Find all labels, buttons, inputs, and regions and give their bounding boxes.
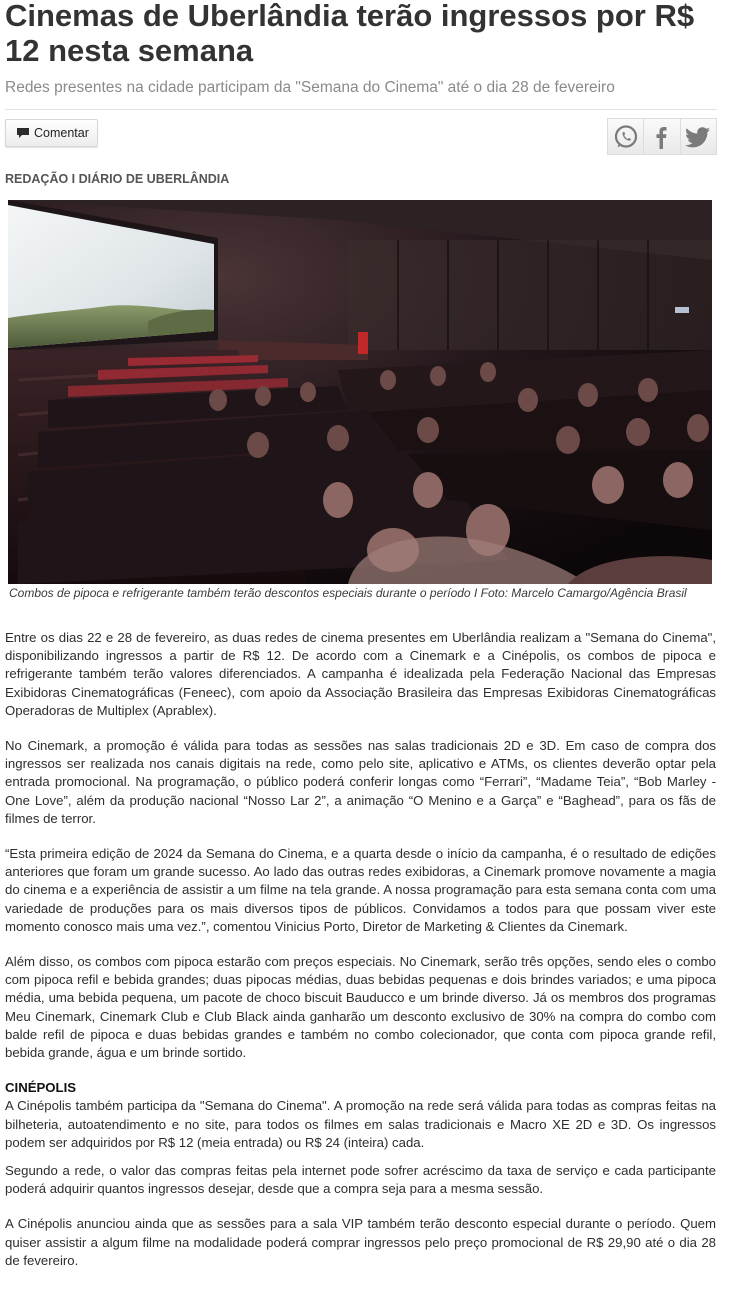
headline: Cinemas de Uberlândia terão ingressos por R$ 12 nesta semana <box>5 0 695 68</box>
paragraph: A Cinépolis também participa da "Semana do Cinema". A promoção na rede será válida para todas as compras feitas na bilheteria, autoatendimento e no site, para todos os filmes em salas tradicionais e Macro XE 2D e 3D. Os ingressos podem ser adquiridos por R$ 12 (meia entrada) ou R$ 24 (inteira) cada. <box>5 1098 716 1150</box>
paragraph: No Cinemark, a promoção é válida para todas as sessões nas salas tradicionais 2D e 3D. Em caso de compra dos ingressos ser realizada nos canais digitais na rede, como pelo site, aplicativo e ATMs, os clientes deverão optar pela entrada promocional. Na programação, o público poderá conferir longas como “Ferrari”, “Madame Teia”, “Bob Marley - One Love”, além da produção nacional “Nosso Lar 2”, a animação “O Menino e a Garça” e “Baghead”, para os fãs de filmes de terror. <box>5 738 716 826</box>
speech-bubble-icon <box>16 127 30 139</box>
paragraph: Entre os dias 22 e 28 de fevereiro, as duas redes de cinema presentes em Uberlândia realizam a "Semana do Cinema", disponibilizando ingressos a partir de R$ 12. De acordo com a Cinemark e a Cinépolis, os combos de pipoca e refrigerante também terão valores diferenciados. A campanha é idealizada pela Federação Nacional das Empresas Exibidoras Cinematográficas (Feneec), com apoio da Associação Brasileira das Empresas Exibidoras Cinematográficas Operadoras de Multiplex (Aprablex). <box>5 630 716 718</box>
share-bar <box>607 118 717 155</box>
section-heading: CINÉPOLIS <box>5 1080 77 1096</box>
comment-button-label: Comentar <box>34 126 89 140</box>
subtitle: Redes presentes na cidade participam da "Semana do Cinema" até o dia 28 de fevereiro <box>5 79 615 96</box>
paragraph: “Esta primeira edição de 2024 da Semana do Cinema, e a quarta desde o início da campanha, é o resultado de edições anteriores que foram um grande sucesso. Ao lado das outras redes exibidoras, a Cinemark promove novamente a magia do cinema e a experiência de assistir a um filme na tela grande. A nossa programação para esta semana conta com uma variedade de produções para os mais diversos tipos de públicos. Convidamos a todos para que possam viver este momento conosco mais uma vez.”, comentou Vinicius Porto, Diretor de Marketing & Clientes da Cinemark. <box>5 846 716 934</box>
photo-caption: Combos de pipoca e refrigerante também terão descontos especiais durante o período I Foto: Marcelo Camargo/Agência Brasil <box>9 586 687 600</box>
byline: REDAÇÃO I DIÁRIO DE UBERLÂNDIA <box>5 172 230 186</box>
facebook-share-button[interactable] <box>644 119 680 154</box>
facebook-icon <box>651 124 673 150</box>
divider <box>5 109 717 110</box>
twitter-share-button[interactable] <box>681 119 716 154</box>
whatsapp-icon <box>613 124 639 150</box>
whatsapp-share-button[interactable] <box>608 119 644 154</box>
paragraph: Segundo a rede, o valor das compras feitas pela internet pode sofrer acréscimo da taxa de serviço e cada participante poderá adquirir quantos ingressos desejar, desde que a compra seja para a mesma sessão. <box>5 1163 716 1197</box>
paragraph: A Cinépolis anunciou ainda que as sessões para a sala VIP também terão desconto especial durante o período. Quem quiser assistir a algum filme na modalidade poderá comprar ingressos pelo preço promocional de R$ 29,90 até o dia 28 de fevereiro. <box>5 1216 716 1268</box>
cinema-audience-photo <box>8 200 712 584</box>
article-body <box>5 629 716 1287</box>
comment-button[interactable] <box>5 119 98 147</box>
paragraph: Além disso, os combos com pipoca estarão com preços especiais. No Cinemark, serão três opções, sendo eles o combo com pipoca refil e bebida grandes; duas pipocas médias, duas bebidas pequenas e dois brindes variados; e uma pipoca média, uma bebida pequena, um pacote de choco biscuit Bauducco e um brinde diverso. Já os membros dos programas Meu Cinemark, Cinemark Club e Club Black ainda ganharão um desconto exclusivo de 30% na compra do combo com balde refil de pipoca e duas bebidas grandes e também no combo colecionador, que conta com pipoca grande refil, bebida grande, água e um brinde sortido. <box>5 954 716 1061</box>
twitter-icon <box>684 125 712 149</box>
cinema-hall-illustration <box>8 200 712 584</box>
